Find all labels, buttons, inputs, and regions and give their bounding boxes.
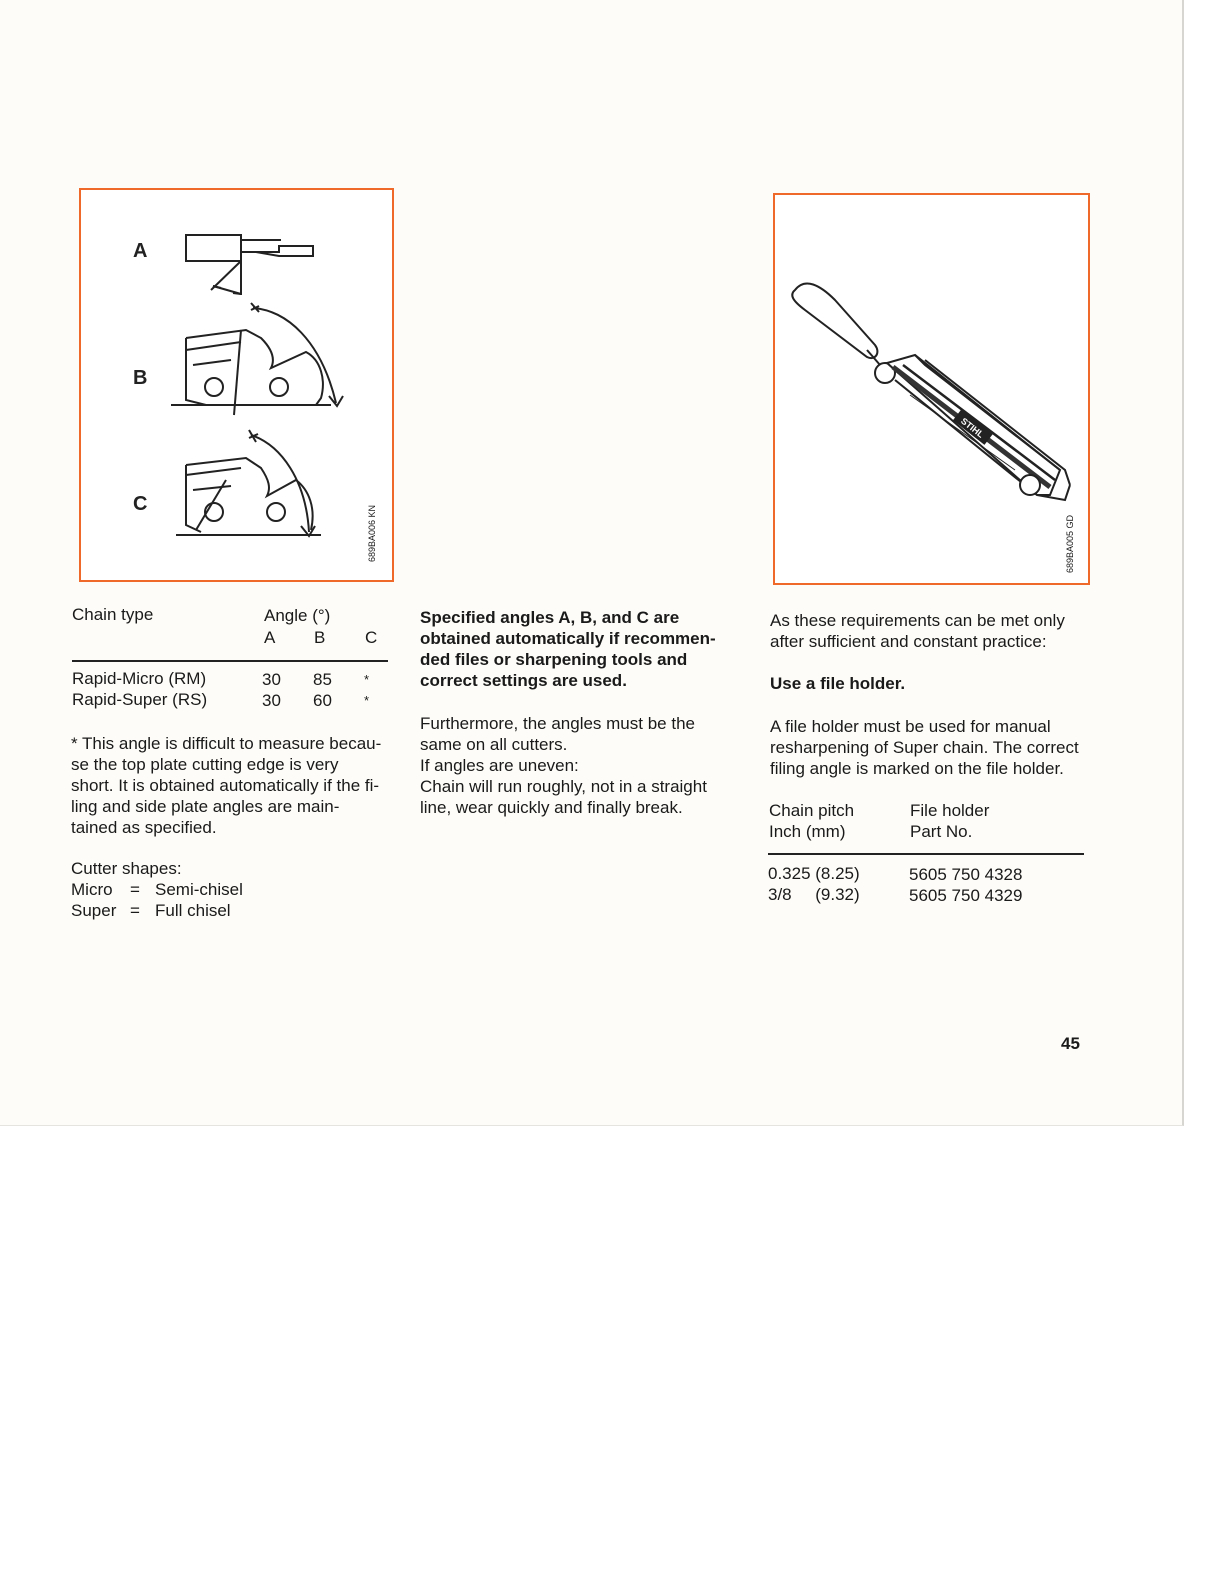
footnote-line: tained as specified. xyxy=(71,818,217,837)
figure-code: 689BA006 KN xyxy=(367,504,377,562)
text-line: resharpening of Super chain. The correct xyxy=(770,738,1079,757)
table-header-col-b: B xyxy=(314,628,326,647)
text-line: A file holder must be used for manual xyxy=(770,717,1051,736)
label-b: B xyxy=(133,367,148,389)
table-header-col-c: C xyxy=(365,628,378,647)
shape-name: Super xyxy=(71,901,117,920)
table-cell: Rapid-Super (RS) xyxy=(72,690,208,709)
table-cell: 5605 750 4328 xyxy=(909,865,1023,884)
table-cell: 0.325 (8.25) xyxy=(768,864,860,883)
shape-eq: = xyxy=(130,901,140,920)
table-rule xyxy=(768,853,1084,855)
requirements-intro xyxy=(770,610,1100,652)
footnote-line: se the top plate cutting edge is very xyxy=(71,755,339,774)
table-cell: * xyxy=(364,693,370,708)
cutter-shapes-title: Cutter shapes: xyxy=(71,859,182,878)
text-line: same on all cutters. xyxy=(420,735,568,754)
table-header-col-a: A xyxy=(264,628,276,647)
text-line: Chain will run roughly, not in a straight xyxy=(420,777,707,796)
footnote-line: * This angle is difficult to measure becau- xyxy=(71,734,382,753)
table-cell: 30 xyxy=(262,670,281,689)
figure-file-holder xyxy=(773,193,1090,585)
use-file-holder-heading: Use a file holder. xyxy=(770,674,906,693)
table-header-part-no: Part No. xyxy=(910,822,973,841)
text-line: obtained automatically if recommen- xyxy=(420,629,716,648)
table-cell: 5605 750 4329 xyxy=(909,886,1023,905)
text-line: Furthermore, the angles must be the xyxy=(420,714,695,733)
table-header-inch-mm: Inch (mm) xyxy=(769,822,846,841)
table-header-chain-type: Chain type xyxy=(72,605,154,624)
file-holder-illustration xyxy=(775,195,1088,583)
footnote-line: ling and side plate angles are main- xyxy=(71,797,340,816)
text-line: Specified angles A, B, and C are xyxy=(420,608,680,627)
label-c: C xyxy=(133,493,148,515)
table-cell: 60 xyxy=(313,691,332,710)
footnote-line: short. It is obtained automatically if the fi- xyxy=(71,776,380,795)
footnote xyxy=(71,733,401,838)
shape-value: Semi-chisel xyxy=(155,880,243,899)
table-rule xyxy=(72,660,388,662)
figure-chain-angles xyxy=(79,188,394,582)
page-number: 45 xyxy=(1061,1034,1080,1053)
text-line: filing angle is marked on the file holder. xyxy=(770,759,1064,778)
text-line: As these requirements can be met only xyxy=(770,611,1065,630)
text-line: after sufficient and constant practice: xyxy=(770,632,1047,651)
text-line: If angles are uneven: xyxy=(420,756,579,775)
table-header-file-holder: File holder xyxy=(910,801,990,820)
table-cell: Rapid-Micro (RM) xyxy=(72,669,207,688)
table-cell: 3/8 (9.32) xyxy=(768,885,860,904)
table-header-chain-pitch: Chain pitch xyxy=(769,801,855,820)
table-cell: 30 xyxy=(262,691,281,710)
table-cell: 85 xyxy=(313,670,332,689)
file-holder-paragraph xyxy=(770,716,1100,779)
uneven-angles-paragraph xyxy=(420,713,740,818)
shape-eq: = xyxy=(130,880,140,899)
table-cell: * xyxy=(364,672,370,687)
label-a: A xyxy=(133,240,148,262)
shape-name: Micro xyxy=(71,880,113,899)
text-line: line, wear quickly and finally break. xyxy=(420,798,683,817)
text-line: ded files or sharpening tools and xyxy=(420,650,688,669)
table-header-angle: Angle (°) xyxy=(264,606,331,625)
figure-code: 689BA005 GD xyxy=(1065,514,1075,573)
chain-angle-diagram xyxy=(81,190,392,580)
specified-angles-paragraph xyxy=(420,607,740,691)
text-line: correct settings are used. xyxy=(420,671,627,690)
shape-value: Full chisel xyxy=(155,901,231,920)
brand-logo: STIHL xyxy=(959,415,986,440)
